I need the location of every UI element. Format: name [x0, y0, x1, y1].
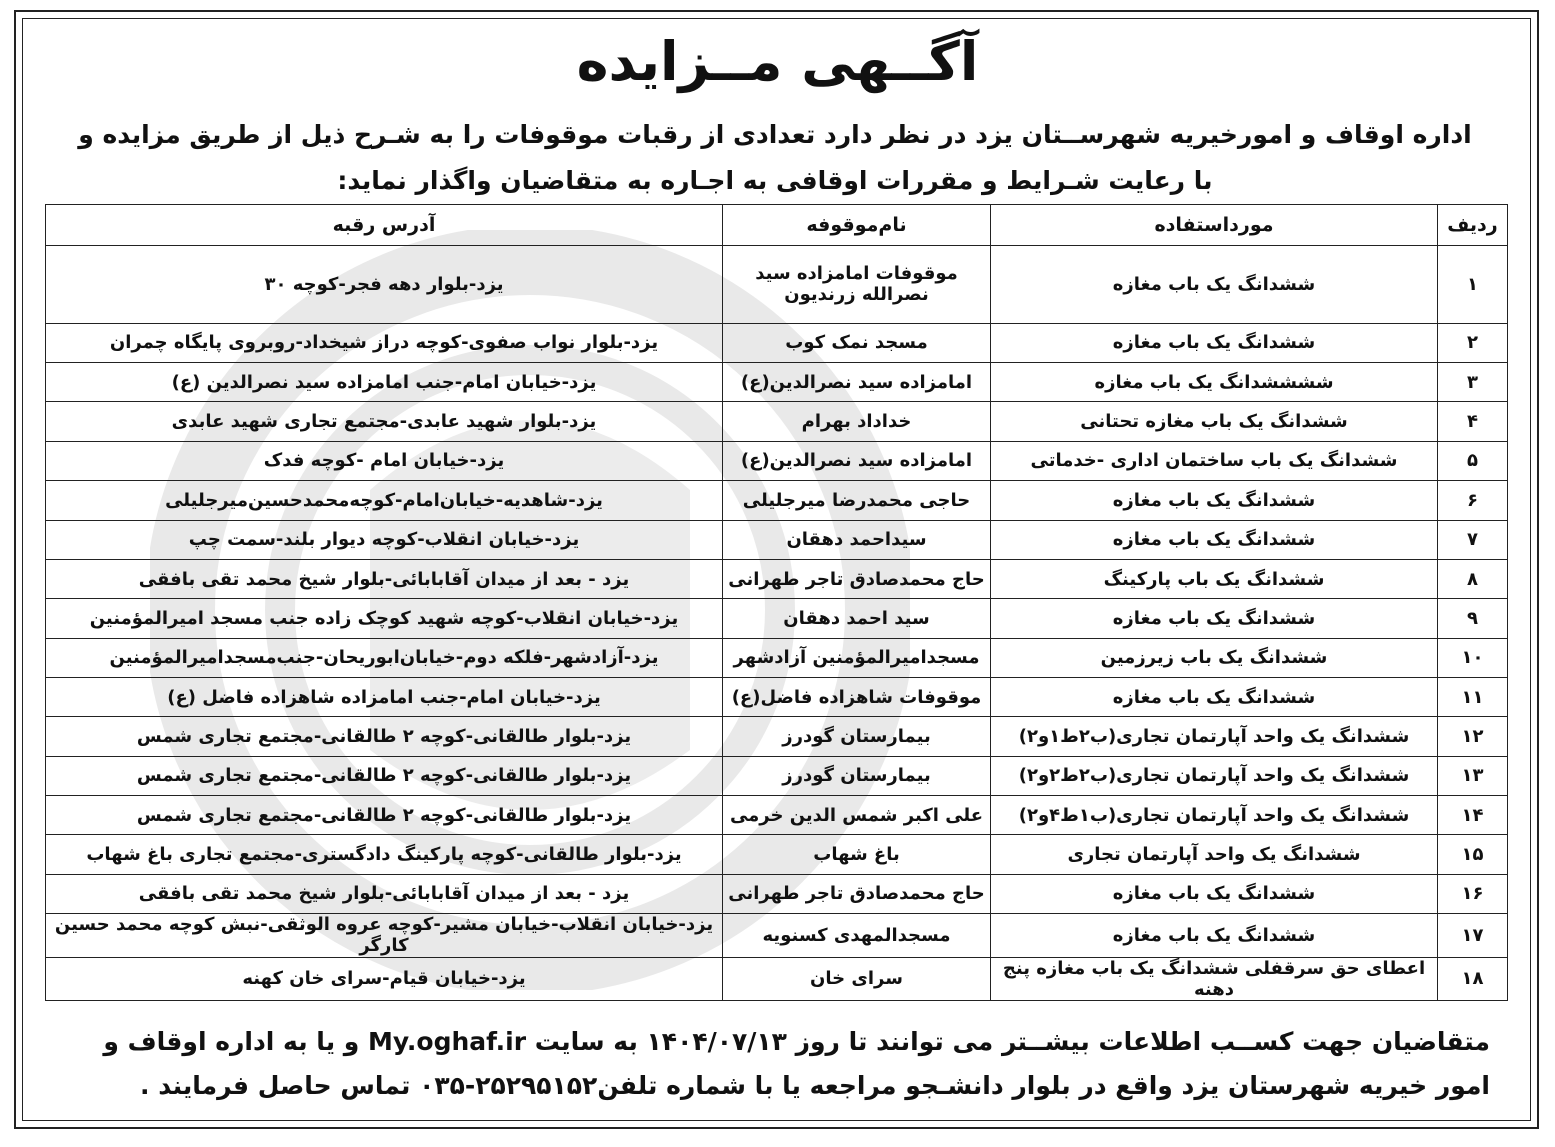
row-address: یزد-بلوار طالقانی-کوچه پارکینگ دادگستری-مجتمع تجاری باغ شهاب — [46, 835, 723, 874]
row-name: علی اکبر شمس الدین خرمی — [723, 796, 991, 835]
table-row — [46, 520, 1508, 559]
row-address: یزد-بلوار طالقانی-کوچه ۲ طالقانی-مجتمع تجاری شمس — [46, 756, 723, 795]
row-num: ۱۶ — [1438, 874, 1508, 913]
table-row — [46, 559, 1508, 598]
row-address: یزد - بعد از میدان آقابابائی-بلوار شیخ محمد تقی بافقی — [46, 559, 723, 598]
row-name: حاجی محمدرضا میرجلیلی — [723, 481, 991, 520]
row-name: مسجدامیرالمؤمنین آزادشهر — [723, 638, 991, 677]
table-row — [46, 914, 1508, 957]
page-title: آگــهی مــزایده — [576, 30, 979, 93]
row-num: ۱۸ — [1438, 957, 1508, 1001]
header-name: نام‌موقوفه — [723, 205, 991, 246]
row-name: موقوفات شاهزاده فاضل(ع) — [723, 677, 991, 716]
row-address: یزد-خیابان انقلاب-کوچه شهید کوچک زاده جنب مسجد امیرالمؤمنین — [46, 599, 723, 638]
row-num: ۱۱ — [1438, 677, 1508, 716]
row-name: بیمارستان گودرز — [723, 717, 991, 756]
row-num: ۱ — [1438, 246, 1508, 324]
table-row — [46, 756, 1508, 795]
row-address: یزد-خیابان انقلاب-کوچه دیوار بلند-سمت چپ — [46, 520, 723, 559]
intro-paragraph: اداره اوقاف و امورخیریه شهرســتان یزد در نظر دارد تعدادی از رقبات موقوفات را به شـرح ذیل از طریق مزایده و با رعایت شـرایط و مقررات اوقافی به اجـاره به متقاضیان واگذار نماید: — [78, 120, 1472, 195]
row-use: ششدانگ یک باب مغازه — [991, 481, 1438, 520]
table-row — [46, 874, 1508, 913]
row-use: ششدانگ یک باب زیرزمین — [991, 638, 1438, 677]
row-name: امامزاده سید نصرالدین(ع) — [723, 363, 991, 402]
row-use: ششدانگ یک واحد آپارتمان تجاری(ب۲ط۲و۲) — [991, 756, 1438, 795]
table-row — [46, 246, 1508, 324]
table-row — [46, 835, 1508, 874]
row-name: سیداحمد دهقان — [723, 520, 991, 559]
row-num: ۲ — [1438, 323, 1508, 362]
row-name: سید احمد دهقان — [723, 599, 991, 638]
row-use: اعطای حق سرقفلی ششدانگ یک باب مغازه پنج دهنه — [991, 957, 1438, 1001]
row-num: ۱۲ — [1438, 717, 1508, 756]
footer-text-4: تماس حاصل فرمایند . — [140, 1071, 420, 1100]
row-address: یزد-خیابان انقلاب-خیابان مشیر-کوچه عروه الوثقی-نبش کوچه محمد حسین کارگر — [46, 914, 723, 957]
row-num: ۹ — [1438, 599, 1508, 638]
row-use: ششدانگ یک باب پارکینگ — [991, 559, 1438, 598]
footer-paragraph — [60, 1020, 1490, 1108]
row-num: ۱۷ — [1438, 914, 1508, 957]
deadline-date: ۱۴۰۴/۰۷/۱۳ — [646, 1027, 787, 1056]
footer-text-3: و یا به اداره اوقاف و امور خیریه شهرستان یزد واقع در بلوار دانشـجو مراجعه یا با شماره تلفن — [103, 1027, 1490, 1100]
auction-table — [45, 204, 1508, 1001]
header-address: آدرس رقبه — [46, 205, 723, 246]
row-use: ششدانگ یک واحد آپارتمان تجاری — [991, 835, 1438, 874]
header-use: مورداستفاده — [991, 205, 1438, 246]
table-row — [46, 363, 1508, 402]
row-num: ۱۳ — [1438, 756, 1508, 795]
row-use: ششدانگ یک باب مغازه — [991, 520, 1438, 559]
row-use: ششدانگ یک باب مغازه — [991, 677, 1438, 716]
row-name: حاج محمدصادق تاجر طهرانی — [723, 874, 991, 913]
footer-text-2: به سایت — [526, 1027, 647, 1056]
row-num: ۱۴ — [1438, 796, 1508, 835]
row-use: ششدانگ یک باب مغازه — [991, 323, 1438, 362]
row-num: ۸ — [1438, 559, 1508, 598]
table-row — [46, 481, 1508, 520]
row-name: موقوفات امامزاده سید نصرالله زرندیون — [723, 246, 991, 324]
row-num: ۱۰ — [1438, 638, 1508, 677]
row-address: یزد-آزادشهر-فلکه دوم-خیابان‌ابوریحان-جنب‌مسجدامیرالمؤمنین — [46, 638, 723, 677]
row-address: یزد-بلوار دهه فجر-کوچه ۳۰ — [46, 246, 723, 324]
row-address: یزد-خیابان قیام-سرای خان کهنه — [46, 957, 723, 1001]
table-row — [46, 402, 1508, 441]
row-address: یزد-خیابان امام-جنب امامزاده سید نصرالدین (ع) — [46, 363, 723, 402]
website-link[interactable]: My.oghaf.ir — [368, 1027, 527, 1056]
row-name: مسجد نمک کوب — [723, 323, 991, 362]
table-row — [46, 796, 1508, 835]
table-row — [46, 323, 1508, 362]
row-use: ششدانگ یک باب مغازه — [991, 599, 1438, 638]
row-use: ششدانگ یک واحد آپارتمان تجاری(ب۱ط۴و۲) — [991, 796, 1438, 835]
row-name: سرای خان — [723, 957, 991, 1001]
row-address: یزد-بلوار شهید عابدی-مجتمع تجاری شهید عابدی — [46, 402, 723, 441]
row-name: خداداد بهرام — [723, 402, 991, 441]
table-row — [46, 441, 1508, 480]
row-address: یزد-بلوار نواب صفوی-کوچه دراز شیخداد-روبروی پایگاه چمران — [46, 323, 723, 362]
row-num: ۶ — [1438, 481, 1508, 520]
row-use: ششدانگ یک واحد آپارتمان تجاری(ب۲ط۱و۲) — [991, 717, 1438, 756]
table-row — [46, 677, 1508, 716]
row-name: مسجدالمهدی کسنویه — [723, 914, 991, 957]
row-use: ششدانگ یک باب مغازه تحتانی — [991, 402, 1438, 441]
row-name: حاج محمدصادق تاجر طهرانی — [723, 559, 991, 598]
row-name: باغ شهاب — [723, 835, 991, 874]
table-row — [46, 957, 1508, 1001]
row-address: یزد - بعد از میدان آقابابائی-بلوار شیخ محمد تقی بافقی — [46, 874, 723, 913]
row-num: ۴ — [1438, 402, 1508, 441]
table-row — [46, 638, 1508, 677]
row-num: ۵ — [1438, 441, 1508, 480]
row-num: ۱۵ — [1438, 835, 1508, 874]
row-use: ششدانگ یک باب مغازه — [991, 246, 1438, 324]
row-use: ششدانگ یک باب مغازه — [991, 914, 1438, 957]
row-num: ۳ — [1438, 363, 1508, 402]
row-use: ششدانگ یک باب مغازه — [991, 874, 1438, 913]
row-address: یزد-شاهدیه-خیابان‌امام-کوچه‌محمدحسین‌میرجلیلی — [46, 481, 723, 520]
table-row — [46, 717, 1508, 756]
row-num: ۷ — [1438, 520, 1508, 559]
row-use: ششدانگ یک باب ساختمان اداری -خدماتی — [991, 441, 1438, 480]
row-address: یزد-خیابان امام -کوچه فدک — [46, 441, 723, 480]
footer-text-1: متقاضیان جهت کســب اطلاعات بیشــتر می توانند تا روز — [786, 1027, 1490, 1056]
row-name: امامزاده سید نصرالدین(ع) — [723, 441, 991, 480]
row-use: ششششدانگ یک باب مغازه — [991, 363, 1438, 402]
row-address: یزد-بلوار طالقانی-کوچه ۲ طالقانی-مجتمع تجاری شمس — [46, 717, 723, 756]
table-header-row — [46, 205, 1508, 246]
row-address: یزد-خیابان امام-جنب امامزاده شاهزاده فاضل (ع) — [46, 677, 723, 716]
phone-number: ۰۳۵-۲۵۲۹۵۱۵۲ — [419, 1071, 598, 1100]
row-name: بیمارستان گودرز — [723, 756, 991, 795]
header-num: ردیف — [1438, 205, 1508, 246]
table-row — [46, 599, 1508, 638]
row-address: یزد-بلوار طالقانی-کوچه ۲ طالقانی-مجتمع تجاری شمس — [46, 796, 723, 835]
